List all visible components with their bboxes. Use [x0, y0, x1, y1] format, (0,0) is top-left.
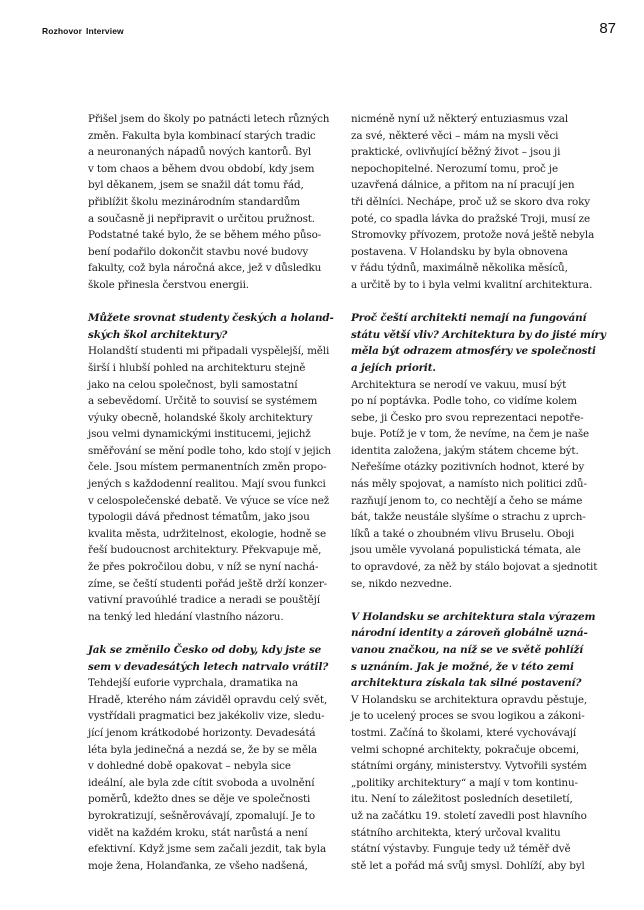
text-line: byrokratizují, sešněrovávají, zpomalují. Je to — [88, 809, 315, 822]
text-line: národní identity a zároveň globálně uzná- — [351, 627, 588, 640]
interview-answer — [351, 377, 598, 593]
text-line: státními orgány, ministerstvy. Vytvořili systém — [351, 760, 587, 773]
text-line: se, nikdo nezvedne. — [351, 577, 452, 590]
text-line: škole přinesla čerstvou energii. — [88, 278, 249, 291]
text-line: stě let a pořád má svůj smysl. Dohlíží, aby byl — [351, 859, 585, 872]
text-line: bení podařilo dokončit stavbu nové budovy — [88, 245, 309, 258]
text-line: státní výstavby. Funguje tedy už téměř dvě — [351, 843, 571, 856]
text-line: poté, co spadla lávka do pražské Troji, musí ze — [351, 212, 591, 225]
text-line: tři dělníci. Nechápe, proč už se skoro dva roky — [351, 195, 591, 208]
text-line: jených s každodenní realitou. Mají svou funkci — [88, 478, 326, 491]
text-line: vidět na každém kroku, stát narůstá a není — [88, 826, 308, 839]
text-line: Architektura se nerodí ve vakuu, musí být — [351, 378, 567, 391]
text-line: širší i hlubší pohled na architekturu stejně — [88, 361, 306, 374]
text-line: V Holandsku se architektura opravdu pěstuje, — [351, 693, 588, 706]
text-line: vystřídali pragmatici bez jakékoliv vize, sledu- — [88, 710, 325, 723]
interview-question — [351, 310, 606, 376]
text-line: vativní pravoúhlé tradice a neradi se pouštějí — [88, 594, 320, 607]
text-line: sem v devadesátých letech natrvalo vrátil? — [88, 660, 329, 673]
text-line: za své, některé věci – mám na mysli věci — [351, 129, 559, 142]
text-line: praktické, ovlivňující běžný život – jsou ji — [351, 146, 561, 159]
text-line: líků a také o zhoubném vlivu Bruselu. Oboji — [351, 527, 575, 540]
interview-answer — [88, 343, 329, 625]
page-number: 87 — [599, 20, 616, 37]
text-line: moje žena, Holanďanka, ze všeho nadšená, — [88, 859, 308, 872]
interview-question — [88, 642, 329, 675]
text-line: zíme, se čeští studenti pořád ještě drží konzer- — [88, 577, 328, 590]
text-line: že přes pokročilou dobu, v níž se nyní nachá- — [88, 561, 319, 574]
text-line: typologii dává přednost tématům, jako jsou — [88, 511, 310, 524]
text-line: už na začátku 19. století zavedli post hlavního — [351, 809, 587, 822]
text-line: léta byla jedinečná a nezdá se, že by se měla — [88, 743, 318, 756]
text-line: státního architekta, který určoval kvalitu — [351, 826, 561, 839]
text-line: postavena. V Holandsku by byla obnovena — [351, 245, 568, 258]
text-line: bát, takže neustále slyšíme o strachu z uprch- — [351, 511, 586, 524]
text-line: velmi schopné architekty, pokračuje obcemi, — [351, 743, 580, 756]
text-line: nás měly spojovat, a namísto nich politici zdů- — [351, 478, 587, 491]
text-line: kvalita města, udržitelnost, ekologie, hodně se — [88, 527, 326, 540]
text-line: architektura získala tak silné postavení? — [351, 677, 582, 690]
text-line: Jak se změnilo Česko od doby, kdy jste se — [88, 644, 322, 656]
text-line: „politiky architektury“ a mají v tom kontinu- — [351, 776, 578, 789]
text-line: to opravdové, za něž by stálo bojovat a sjednotit — [351, 561, 598, 574]
text-line: Neřešíme otázky pozitivních hodnot, které by — [351, 461, 585, 474]
text-line: měla být odrazem atmosféry ve společnosti — [351, 345, 596, 358]
text-line: identita založena, jakým státem chceme být. — [351, 444, 579, 457]
text-line: poměrů, kdežto dnes se děje ve společnosti — [88, 793, 311, 806]
text-line: jako na celou společnost, byli samostatní — [88, 378, 298, 391]
text-line: V Holandsku se architektura stala výrazem — [351, 610, 596, 623]
text-line: sebe, ji Česko pro svou reprezentaci nepotře- — [351, 411, 584, 424]
text-line: nicméně nyní už některý entuziasmus vzal — [351, 113, 569, 125]
left-column — [88, 111, 334, 874]
text-line: v dohledné době opakovat – nebyla sice — [88, 760, 291, 773]
text-line: čele. Jsou místem permanentních změn propo- — [88, 461, 327, 474]
text-line: směřování se mění podle toho, kdo stojí v jejich — [88, 444, 331, 457]
text-line: jící jenom krátkodobé horizonty. Devadesátá — [88, 726, 316, 739]
text-line: efektivní. Když jsme sem začali jezdit, tak byla — [88, 843, 327, 856]
interview-answer — [88, 111, 329, 294]
text-line: a současně ji nepřipravit o určitou pružnost. — [88, 212, 315, 225]
text-line: na tenký led hledání vlastního názoru. — [88, 610, 284, 623]
text-line: a jejích priorit. — [351, 361, 436, 374]
text-line: je to ucelený proces se svou logikou a zákoni- — [351, 710, 585, 723]
text-line: jsou velmi dynamickými institucemi, jejichž — [88, 428, 311, 441]
text-line: Holandští studenti mi připadali vyspělejší, měli — [88, 345, 330, 358]
interview-question — [351, 609, 596, 692]
interview-answer — [88, 675, 329, 874]
text-line: státu větší vliv? Architektura by do jisté míry — [351, 328, 606, 341]
interview-answer — [351, 111, 595, 294]
text-line: a neuronaných nápadů nových kantorů. Byl — [88, 146, 312, 159]
text-line: nepochopitelné. Nerozumí tomu, proč je — [351, 162, 558, 175]
interview-answer — [351, 692, 592, 875]
text-line: razňují jenom to, co nechtějí a čeho se máme — [351, 494, 583, 507]
text-line: Tehdejší euforie vyprchala, dramatika na — [88, 677, 298, 690]
text-line: Hradě, kterého nám záviděl opravdu celý svět, — [88, 693, 328, 706]
right-column — [351, 111, 606, 874]
text-line: jsou uměle vyvolaná populistická témata, ale — [351, 544, 581, 557]
text-line: řeší budoucnost architektury. Překvapuje mě, — [88, 544, 322, 557]
interview-question — [88, 310, 334, 343]
text-line: vanou značkou, na níž se ve světě pohlíží — [351, 644, 583, 656]
text-line: v řádu týdnů, maximálně několika měsíců, — [351, 262, 568, 275]
text-line: výuky obecně, holandské školy architektury — [88, 411, 313, 424]
section-label: Rozhovor — [42, 26, 82, 36]
text-line: ských škol architektury? — [88, 328, 228, 341]
text-line: Podstatné také bylo, že se během mého půso- — [88, 229, 322, 242]
text-line: ideální, ale byla zde cítit svoboda a uvolnění — [88, 776, 315, 789]
text-line: v tom chaos a během dvou období, kdy jsem — [88, 162, 315, 175]
text-line: Proč čeští architekti nemají na fungování — [351, 312, 587, 325]
text-line: itu. Není to záležitost posledních desetiletí, — [351, 793, 573, 806]
text-line: Stromovky přívozem, protože nová ještě nebyla — [351, 229, 595, 242]
text-line: a sebevědomí. Určitě to souvisí se systémem — [88, 395, 318, 408]
text-line: uzavřená dálnice, a přitom na ní pracují jen — [351, 179, 575, 192]
text-line: fakulty, což byla náročná akce, jež v důsledku — [88, 262, 322, 275]
text-line: a určitě by to i byla velmi kvalitní architektura. — [351, 278, 593, 291]
text-line: v celospolečenské debatě. Ve výuce se více než — [88, 494, 330, 507]
text-line: buje. Potíž je v tom, že nevíme, na čem je naše — [351, 428, 590, 441]
text-line: byl děkanem, jsem se snažil dát tomu řád, — [88, 179, 304, 192]
text-line: změn. Fakulta byla kombinací starých tradic — [88, 129, 316, 142]
running-header — [42, 26, 124, 36]
text-line: s uznáním. Jak je možné, že v této zemi — [351, 660, 574, 673]
text-line: Přišel jsem do školy po patnácti letech různých — [88, 113, 330, 125]
section-label-en: Interview — [86, 26, 124, 36]
text-line: tostmi. Začíná to školami, které vychovávají — [351, 726, 577, 739]
text-line: přiblížit školu mezinárodním standardům — [88, 195, 301, 208]
text-line: po ní poptávka. Podle toho, co vidíme kolem — [351, 395, 577, 408]
text-line: Můžete srovnat studenty českých a holand- — [88, 312, 334, 325]
